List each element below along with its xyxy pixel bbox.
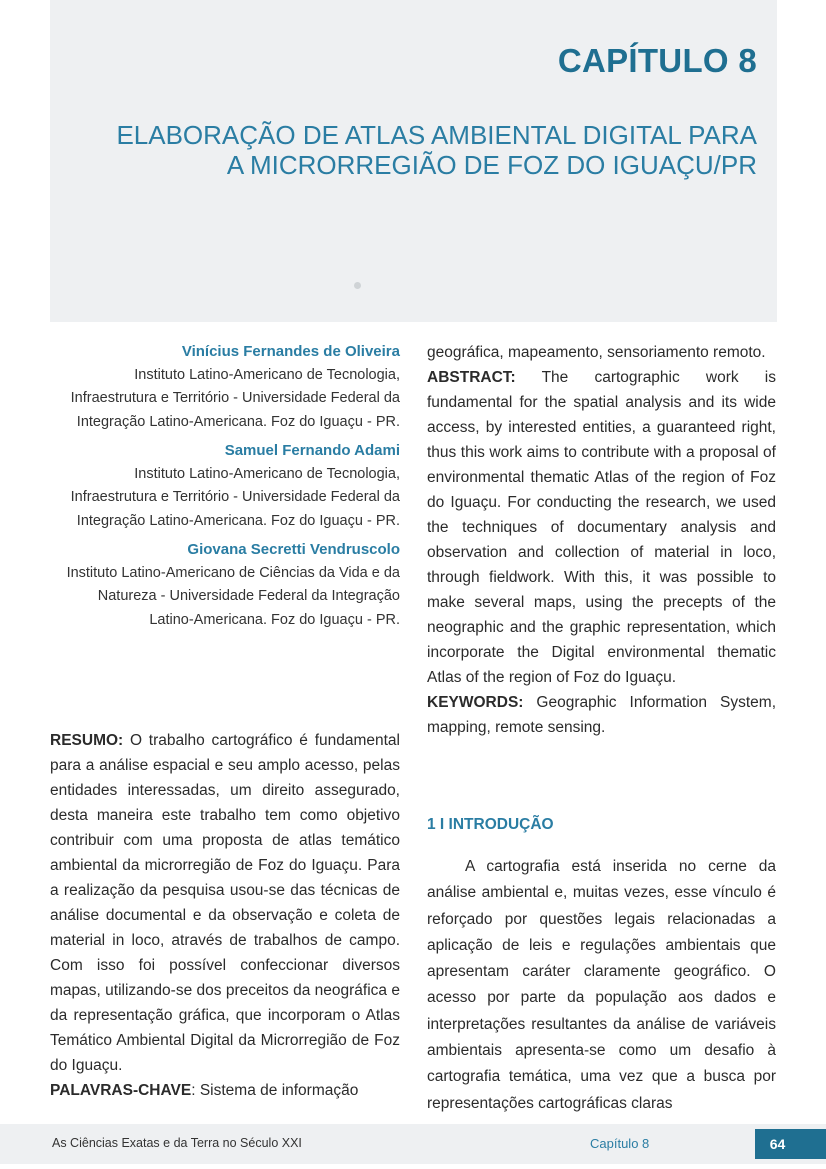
section-heading: 1 I INTRODUÇÃO	[427, 816, 554, 833]
resumo-block	[50, 728, 400, 1103]
author-affiliation: Instituto Latino-Americano de Tecnologia, Infraestrutura e Território - Universidade Federal da Integração Latino-Americana. Foz do Iguaçu - PR.	[70, 366, 400, 430]
introduction-paragraph: A cartografia está inserida no cerne da análise ambiental e, muitas vezes, esse vínculo é reforçado por questões legais relacionadas a aplicação de leis e regulações ambientais que apresentam caráter claramente geográfico. O acesso por parte da população aos dados e interpretações resultantes da análise de variáveis ambientais apresenta-se como um desafio à cartografia temática, uma vez que a busca por representações cartográficas claras	[427, 858, 776, 1112]
author-affiliation: Instituto Latino-Americano de Ciências da Vida e da Natureza - Universidade Federal da Integração Latino-Americana. Foz do Iguaçu - PR.	[66, 564, 400, 628]
page-number: 64	[755, 1129, 826, 1159]
chapter-title	[97, 120, 757, 180]
keywords-label: KEYWORDS:	[427, 694, 524, 711]
chapter-label: CAPÍTULO 8	[557, 42, 757, 79]
resumo-paragraph	[50, 728, 400, 1078]
author-name: Giovana Secretti Vendruscolo	[187, 541, 400, 558]
page-footer	[0, 1124, 826, 1164]
palavras-chave-paragraph	[50, 1078, 400, 1103]
author-block	[50, 340, 400, 434]
resumo-label: RESUMO:	[50, 732, 124, 749]
introduction-block	[427, 854, 776, 1117]
decorative-dot	[354, 282, 361, 289]
chapter-title-line-2: A MICRORREGIÃO DE FOZ DO IGUAÇU/PR	[226, 150, 757, 180]
palavras-chave-label: PALAVRAS-CHAVE	[50, 1082, 192, 1099]
abstract-column	[427, 340, 776, 740]
authors-column	[50, 340, 400, 637]
footer-book-title: As Ciências Exatas e da Terra no Século XXI	[52, 1136, 302, 1150]
abstract-paragraph	[427, 365, 776, 690]
author-name: Samuel Fernando Adami	[224, 442, 400, 459]
author-affiliation: Instituto Latino-Americano de Tecnologia, Infraestrutura e Território - Universidade Federal da Integração Latino-Americana. Foz do Iguaçu - PR.	[70, 465, 400, 529]
palavras-chave-text: : Sistema de informação	[191, 1082, 359, 1099]
palavras-chave-continued: geográfica, mapeamento, sensoriamento remoto.	[427, 344, 766, 361]
keywords-text: Geographic Information System, mapping, remote sensing.	[427, 694, 776, 736]
abstract-label: ABSTRACT:	[427, 369, 516, 386]
chapter-header	[50, 0, 777, 322]
abstract-text: The cartographic work is fundamental for the spatial analysis and its wide access, by interested entities, a guaranteed right, thus this work aims to contribute with a proposal of environmental thematic Atlas of the region of Foz do Iguaçu. For conducting the research, we used the techniques of documentary analysis and observation and collection of material in loco, through fieldwork. With this, it was possible to make several maps, using the precepts of the neographic and the graphic representation, which incorporate the Digital environmental thematic Atlas of the region of Foz do Iguaçu.	[427, 369, 776, 686]
author-block	[50, 538, 400, 632]
author-block	[50, 439, 400, 533]
resumo-text: O trabalho cartográfico é fundamental para a análise espacial e seu amplo acesso, pelas entidades interessadas, um direito assegurado, desta maneira este trabalho tem como objetivo contribuir com uma proposta de atlas temático ambiental da microrregião de Foz do Iguaçu. Para a realização da pesquisa usou-se das técnicas de análise documental e da observação e coleta de material in loco, através de trabalhos de campo. Com isso foi possível confeccionar diversos mapas, utilizando-se dos preceitos da neográfica e da representação gráfica, que incorporam o Atlas Temático Ambiental Digital da Microrregião de Foz do Iguaçu.	[50, 732, 400, 1074]
keywords-paragraph	[427, 690, 776, 740]
author-name: Vinícius Fernandes de Oliveira	[181, 343, 400, 360]
footer-chapter: Capítulo 8	[590, 1136, 650, 1151]
chapter-title-line-1: ELABORAÇÃO DE ATLAS AMBIENTAL DIGITAL PARA	[116, 120, 757, 150]
